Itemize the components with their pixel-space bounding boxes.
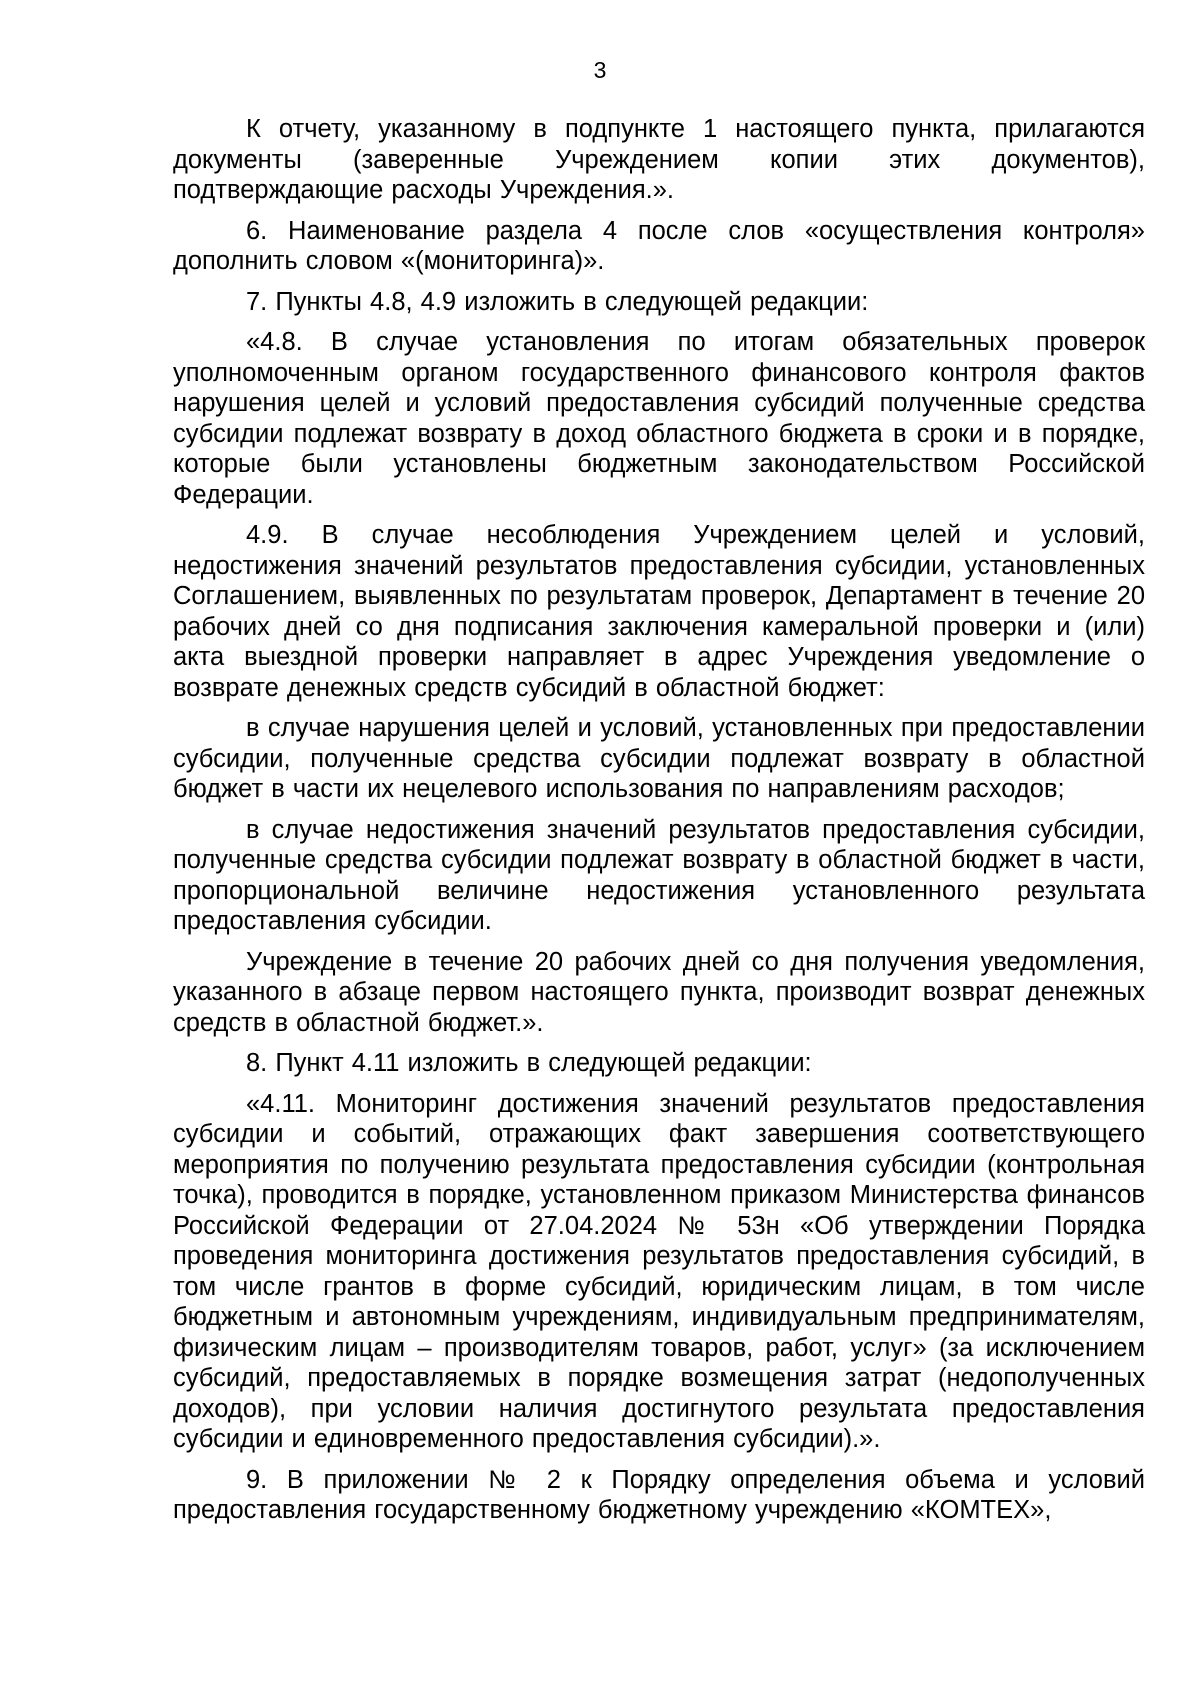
paragraph-item-8: 8. Пункт 4.11 изложить в следующей редакции:: [246, 1049, 812, 1077]
page-number: 3: [593, 57, 607, 83]
paragraph-report-attachments: К отчету, указанному в подпункте 1 настоящего пункта, прилагаются документы (заверенные Учреждением копии этих документов), подтверждающие расходы Учреждения.».: [173, 115, 1145, 204]
paragraph-item-6: 6. Наименование раздела 4 после слов «осуществления контроля» дополнить словом «(мониторинга)».: [173, 216, 1145, 275]
paragraph-non-achievement-case: в случае недостижения значений результатов предоставления субсидии, полученные средства субсидии подлежат возврату в областной бюджет в части, пропорциональной величине недостижения установленного результата предоставления субсидии.: [173, 815, 1145, 935]
paragraph-clause-4-8: «4.8. В случае установления по итогам обязательных проверок уполномоченным органом государственного финансового контроля фактов нарушения целей и условий предоставления субсидий полученные средства субсидии подлежат возврату в доход областного бюджета в сроки и в порядке, которые были установлены бюджетным законодательством Российской Федерации.: [173, 328, 1145, 509]
document-body: [173, 114, 1145, 1536]
paragraph-item-7: 7. Пункты 4.8, 4.9 изложить в следующей редакции:: [246, 287, 869, 316]
paragraph-violation-case: в случае нарушения целей и условий, установленных при предоставлении субсидии, полученные средства субсидии подлежат возврату в областной бюджет в части их нецелевого использования по направлениям расходов;: [173, 714, 1145, 803]
paragraph-refund-term: Учреждение в течение 20 рабочих дней со дня получения уведомления, указанного в абзаце первом настоящего пункта, производит возврат денежных средств в областной бюджет.».: [173, 947, 1145, 1037]
paragraph-clause-4-9: 4.9. В случае несоблюдения Учреждением целей и условий, недостижения значений результатов предоставления субсидии, установленных Соглашением, выявленных по результатам проверок, Департамент в течение 20 рабочих дней со дня подписания заключения камеральной проверки и (или) акта выездной проверки направляет в адрес Учреждения уведомление о возврате денежных средств субсидий в областной бюджет:: [173, 521, 1145, 702]
paragraph-clause-4-11: «4.11. Мониторинг достижения значений результатов предоставления субсидии и событий, отражающих факт завершения соответствующего мероприятия по получению результата предоставления субсидии (контрольная точка), проводится в порядке, установленном приказом Министерства финансов Российской Федерации от 27.04.2024 № 53н «Об утверждении Порядка проведения мониторинга достижения результатов предоставления субсидий, в том числе грантов в форме субсидий, юридическим лицам, в том числе бюджетным и автономным учреждениям, индивидуальным предпринимателям, физическим лицам – производителям товаров, работ, услуг» (за исключением субсидий, предоставляемых в порядке возмещения затрат (недополученных доходов), при условии наличия достигнутого результата предоставления субсидии и единовременного предоставления субсидии).».: [173, 1089, 1145, 1453]
paragraph-item-9: 9. В приложении № 2 к Порядку определения объема и условий предоставления государственному бюджетному учреждению «КОМТЕХ»,: [173, 1465, 1145, 1524]
